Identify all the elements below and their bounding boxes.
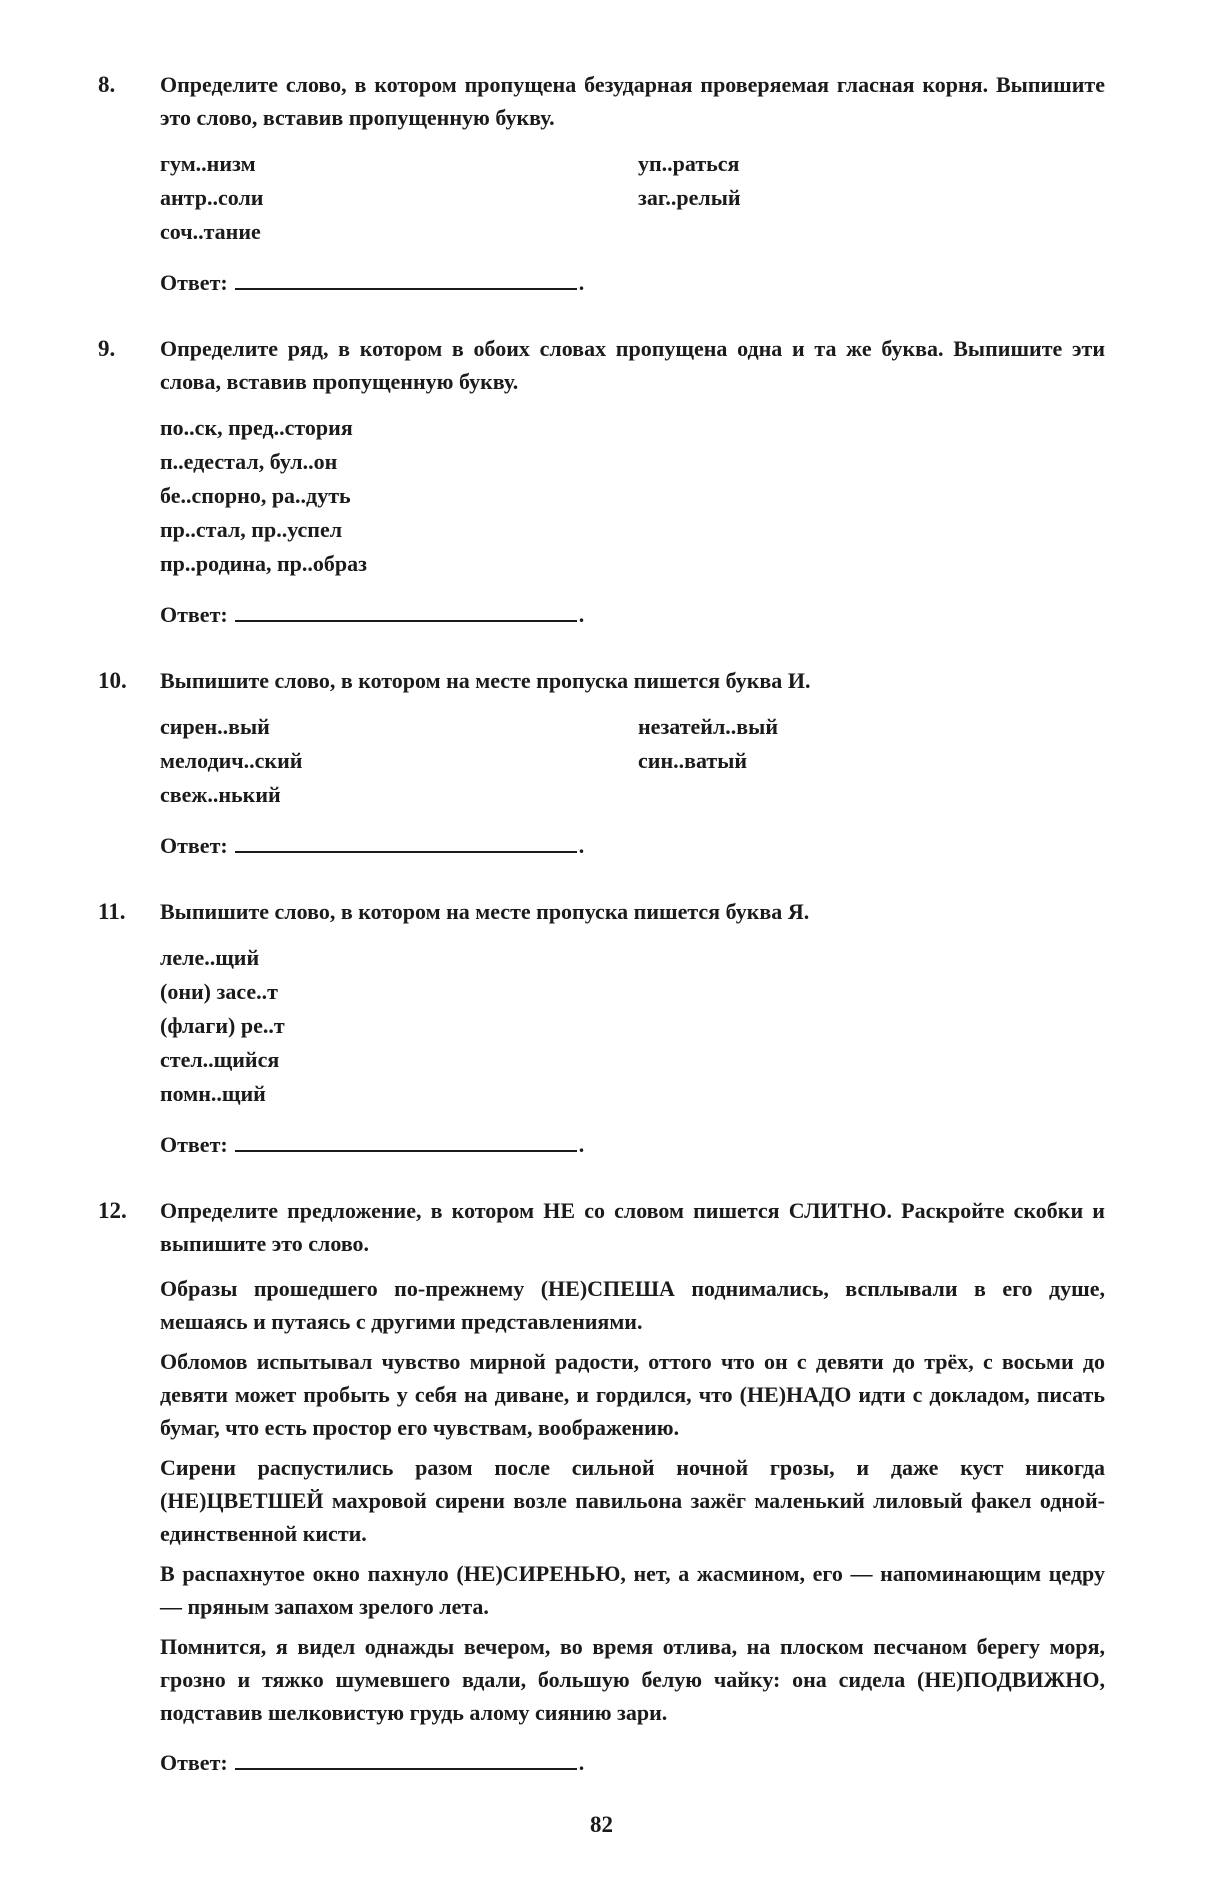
sentence-option: Сирени распустились разом после сильной ночной грозы, и даже куст никогда (НЕ)ЦВЕТШЕЙ махровой сирени возле павильона зажёг маленький лиловый факел одной-единственной кисти.: [160, 1455, 1105, 1546]
question-prompt: Определите слово, в котором пропущена безударная проверяемая гласная корня. Выпишите это слово, вставив пропущенную букву.: [160, 72, 1105, 130]
question-10: [98, 664, 1105, 861]
answer-period: .: [578, 1750, 585, 1775]
word-item: бе..спорно, ра..дуть: [160, 483, 351, 508]
question-12: [98, 1194, 1105, 1778]
page-number: 82: [590, 1812, 613, 1837]
word-list: [160, 710, 1105, 812]
word-item: сирен..вый: [160, 714, 270, 739]
word-item: мелодич..ский: [160, 748, 303, 773]
answer-blank: [235, 1128, 577, 1152]
answer-label: Ответ:: [160, 270, 228, 295]
word-list: [160, 147, 1105, 249]
answer-blank: [235, 598, 577, 622]
answer-line: [160, 598, 1105, 630]
word-item: заг..релый: [638, 185, 741, 210]
word-item: (они) засе..т: [160, 979, 278, 1004]
word-item: антр..соли: [160, 185, 264, 210]
question-11: [98, 895, 1105, 1160]
word-item: син..ватый: [638, 748, 748, 773]
word-item: свеж..нький: [160, 782, 281, 807]
word-item: уп..раться: [638, 151, 740, 176]
word-item: леле..щий: [160, 945, 260, 970]
answer-period: .: [578, 1132, 585, 1157]
question-number: 8.: [98, 72, 116, 97]
question-prompt: Определите ряд, в котором в обоих словах пропущена одна и та же буква. Выпишите эти слова, вставив пропущенную букву.: [160, 336, 1105, 394]
sentence-option: Образы прошедшего по-прежнему (НЕ)СПЕША поднимались, всплывали в его душе, мешаясь и путаясь с другими представлениями.: [160, 1276, 1105, 1334]
word-item: п..едестал, бул..он: [160, 449, 338, 474]
word-item: гум..низм: [160, 151, 256, 176]
word-item: незатейл..вый: [638, 714, 779, 739]
answer-blank: [235, 829, 577, 853]
word-item: помн..щий: [160, 1081, 266, 1106]
answer-line: [160, 1128, 1105, 1160]
question-number: 9.: [98, 336, 116, 361]
question-number: 12.: [98, 1198, 127, 1223]
answer-period: .: [578, 270, 585, 295]
sentence-options: [160, 1272, 1105, 1729]
prompt-text: .: [803, 899, 810, 924]
question-8: [98, 68, 1105, 298]
answer-period: .: [578, 833, 585, 858]
question-number: 11.: [98, 899, 126, 924]
word-item: по..ск, пред..стория: [160, 415, 353, 440]
answer-label: Ответ:: [160, 602, 228, 627]
sentence-option: Помнится, я видел однажды вечером, во время отлива, на плоском песчаном берегу моря, грозно и тяжко шумевшего вдали, большую белую чайку: она сидела (НЕ)ПОДВИЖНО, подставив шелковистую грудь алому сиянию зари.: [160, 1634, 1105, 1725]
answer-line: [160, 266, 1105, 298]
word-list: [160, 411, 1105, 581]
sentence-option: В распахнутое окно пахнуло (НЕ)СИРЕНЬЮ, нет, а жасмином, его — напоминающим цедру — пряным запахом зрелого лета.: [160, 1561, 1105, 1619]
question-number: 10.: [98, 668, 127, 693]
word-item: пр..родина, пр..образ: [160, 551, 367, 576]
prompt-text: Определите предложение, в котором: [160, 1198, 544, 1223]
answer-blank: [235, 1746, 577, 1770]
sentence-option: Обломов испытывал чувство мирной радости, оттого что он с девяти до трёх, с восьми до девяти может пробыть у себя на диване, и гордился, что (НЕ)НАДО идти с докладом, писать бумаг, что есть простор его чувствам, воображению.: [160, 1349, 1105, 1440]
word-list: [160, 941, 1105, 1111]
prompt-text: . Раскройте скобки и выпишите это слово.: [160, 1198, 1105, 1256]
question-prompt: [160, 1194, 1105, 1260]
target-letter: И: [787, 668, 805, 693]
answer-line: [160, 829, 1105, 861]
question-9: [98, 332, 1105, 630]
word-item: стел..щийся: [160, 1047, 280, 1072]
word-item: соч..тание: [160, 219, 261, 244]
answer-blank: [235, 266, 577, 290]
question-prompt: [160, 664, 1105, 697]
word-item: пр..стал, пр..успел: [160, 517, 343, 542]
prompt-text: Выпишите слово, в котором на месте пропуска пишется буква: [160, 668, 788, 693]
prompt-text: .: [804, 668, 811, 693]
answer-period: .: [578, 602, 585, 627]
answer-label: Ответ:: [160, 1750, 228, 1775]
prompt-text: Выпишите слово, в котором на месте пропуска пишется буква: [160, 899, 788, 924]
answer-label: Ответ:: [160, 833, 228, 858]
answer-line: [160, 1746, 1105, 1778]
prompt-text: со словом пишется: [575, 1198, 789, 1223]
emphasis-ne: НЕ: [543, 1198, 576, 1223]
word-item: (флаги) ре..т: [160, 1013, 285, 1038]
target-letter: Я: [787, 899, 804, 924]
emphasis-slitno: СЛИТНО: [788, 1198, 887, 1223]
answer-label: Ответ:: [160, 1132, 228, 1157]
question-prompt: [160, 895, 1105, 928]
